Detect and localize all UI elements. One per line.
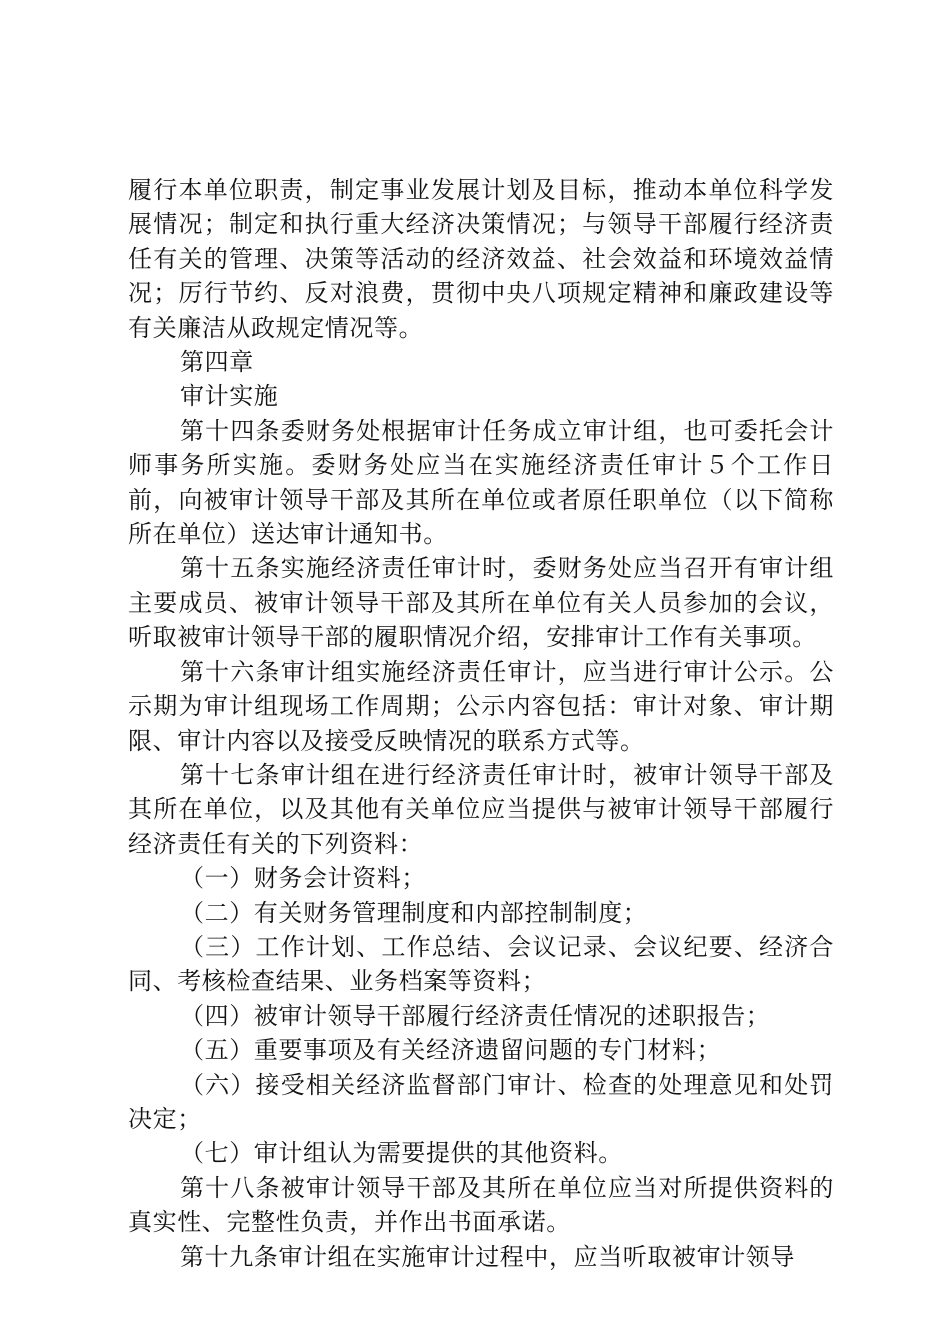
chapter-title: 审计实施 [180, 382, 279, 411]
article-15: 第十五条实施经济责任审计时，委财务处应当召开有审计组主要成员、被审计领导干部及其所在单位有关人员参加的会议，听取被审计领导干部的履职情况介绍，安排审计工作有关事项。 [128, 554, 834, 652]
list-item-1: （一）财务会计资料； [180, 864, 426, 893]
list-item-5: （五）重要事项及有关经济遗留问题的专门材料； [180, 1036, 722, 1065]
paragraph-responsibility-continuation: 履行本单位职责，制定事业发展计划及目标，推动本单位科学发展情况；制定和执行重大经济决策情况；与领导干部履行经济责任有关的管理、决策等活动的经济效益、社会效益和环境效益情况；厉行节约、反对浪费，贯彻中央八项规定精神和廉政建设等有关廉洁从政规定情况等。 [128, 176, 834, 342]
article-14: 第十四条委财务处根据审计任务成立审计组，也可委托会计师事务所实施。委财务处应当在实施经济责任审计５个工作日前，向被审计领导干部及其所在单位或者原任职单位（以下简称所在单位）送达审计通知书。 [128, 416, 834, 549]
list-item-4: （四）被审计领导干部履行经济责任情况的述职报告； [180, 1001, 771, 1030]
article-18: 第十八条被审计领导干部及其所在单位应当对所提供资料的真实性、完整性负责，并作出书面承诺。 [128, 1173, 834, 1237]
article-17: 第十七条审计组在进行经济责任审计时，被审计领导干部及其所在单位，以及其他有关单位应当提供与被审计领导干部履行经济责任有关的下列资料： [128, 760, 834, 858]
article-16: 第十六条审计组实施经济责任审计，应当进行审计公示。公示期为审计组现场工作周期；公示内容包括：审计对象、审计期限、审计内容以及接受反映情况的联系方式等。 [128, 657, 834, 755]
chapter-number: 第四章 [180, 348, 254, 377]
article-19: 第十九条审计组在实施审计过程中，应当听取被审计领导 [180, 1242, 795, 1271]
list-item-2: （二）有关财务管理制度和内部控制制度； [180, 898, 648, 927]
list-item-6: （六）接受相关经济监督部门审计、检查的处理意见和处罚决定； [128, 1070, 834, 1133]
document-body [128, 173, 834, 1274]
list-item-7: （七）审计组认为需要提供的其他资料。 [180, 1139, 623, 1168]
list-item-3: （三）工作计划、工作总结、会议记录、会议纪要、经济合同、考核检查结果、业务档案等资料； [128, 932, 834, 996]
